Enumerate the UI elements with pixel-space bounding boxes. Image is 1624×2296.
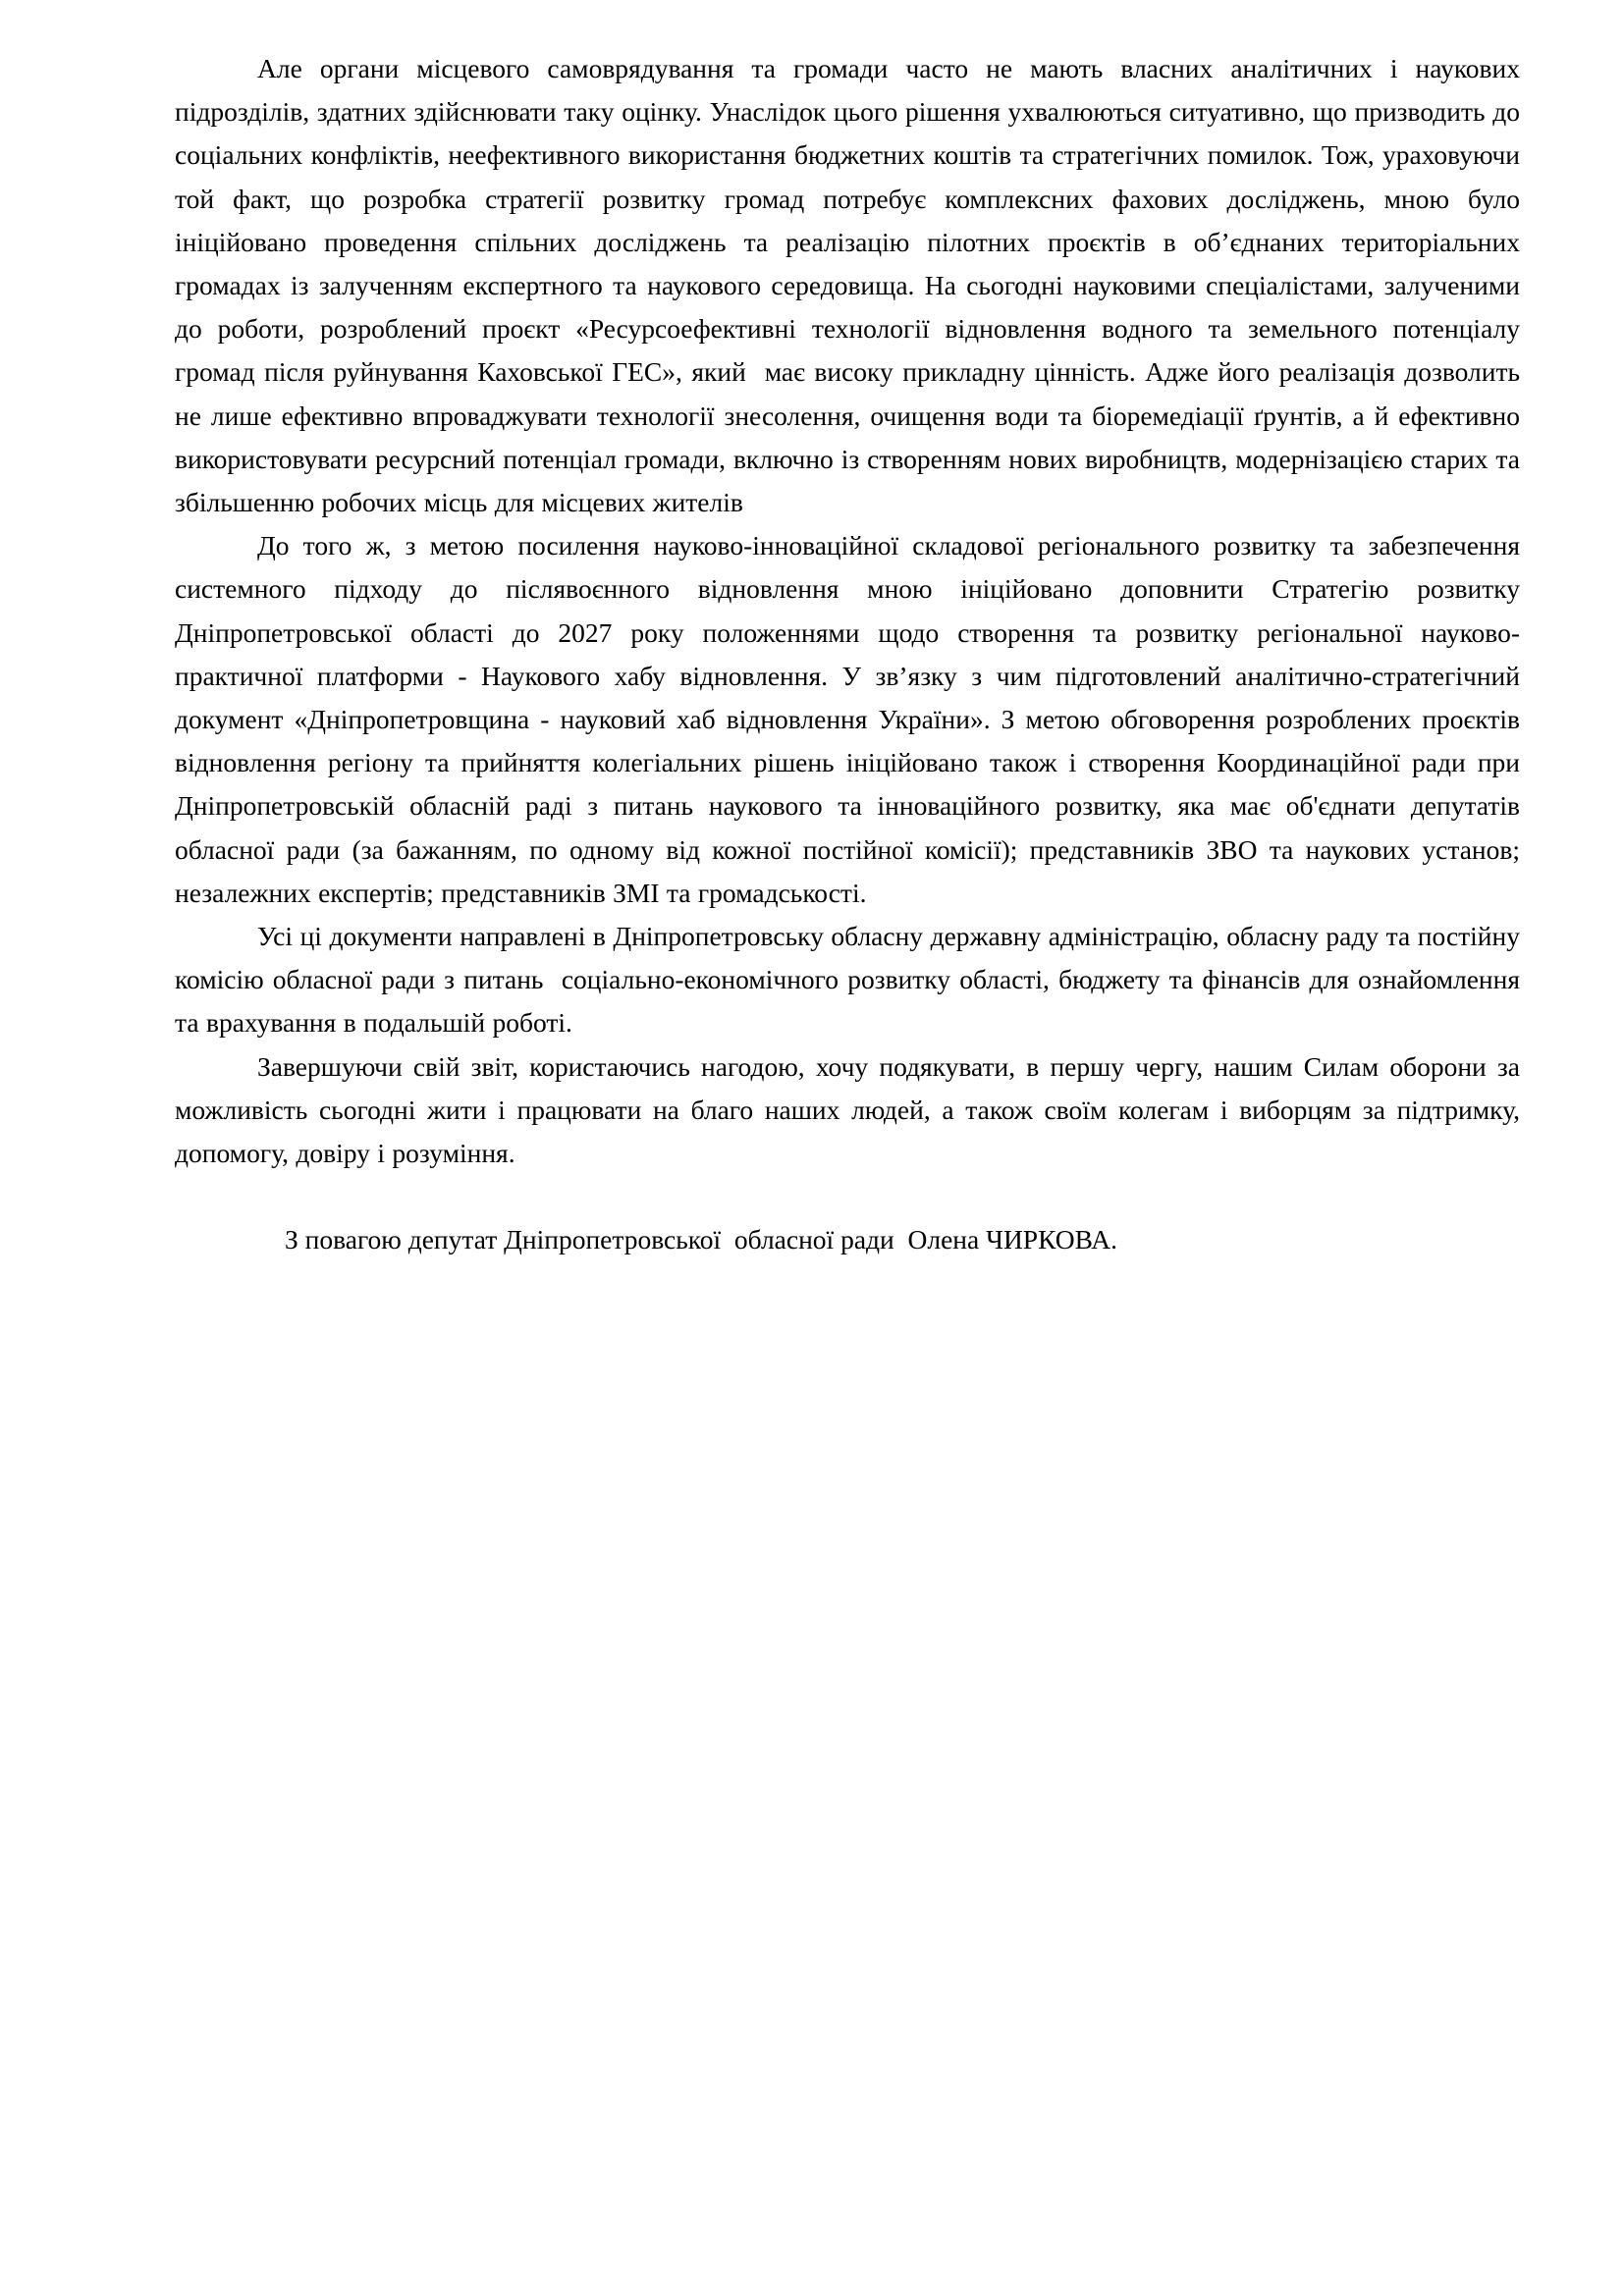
blank-line-spacer (175, 1175, 1520, 1218)
paragraph-1: Але органи місцевого самоврядування та громади часто не мають власних аналітичних і наукових підрозділів, здатних здійснювати таку оцінку. Унаслідок цього рішення ухвалюються ситуативно, що призводить до соціальних конфліктів, неефективного використання бюджетних коштів та стратегічних помилок. Тож, ураховуючи той факт, що розробка стратегії розвитку громад потребує комплексних фахових досліджень, мною було ініційовано проведення спільних досліджень та реалізацію пілотних проєктів в об’єднаних територіальних громадах із залученням експертного та наукового середовища. На сьогодні науковими спеціалістами, залученими до роботи, розроблений проєкт «Ресурсоефективні технології відновлення водного та земельного потенціалу громад після руйнування Каховської ГЕС», який має високу прикладну цінність. Адже його реалізація дозволить не лише ефективно впроваджувати технології знесолення, очищення води та біоремедіації ґрунтів, а й ефективно використовувати ресурсний потенціал громади, включно із створенням нових виробництв, модернізацією старих та збільшенню робочих місць для місцевих жителів (175, 53, 1528, 518)
signature-line: З повагою депутат Дніпропетровської обласної ради Олена ЧИРКОВА. (285, 1224, 1117, 1255)
paragraph-4: Завершуючи свій звіт, користаючись нагодою, хочу подякувати, в першу чергу, нашим Силам оборони за можливість сьогодні жити і працювати на благо наших людей, а також своїм колегам і виборцям за підтримку, допомогу, довіру і розуміння. (175, 1050, 1528, 1169)
paragraph-3: Усі ці документи направлені в Дніпропетровську обласну державну адміністрацію, обласну раду та постійну комісію обласної ради з питань соціально-економічного розвитку області, бюджету та фінансів для ознайомлення та врахування в подальшій роботі. (175, 921, 1528, 1039)
paragraph-2: До того ж, з метою посилення науково-інноваційної складової регіонального розвитку та забезпечення системного підходу до післявоєнного відновлення мною ініційовано доповнити Стратегію розвитку Дніпропетровської області до 2027 року положеннями щодо створення та розвитку регіональної науково-практичної платформи - Наукового хабу відновлення. У зв’язку з чим підготовлений аналітично-стратегічний документ «Дніпропетровщина - науковий хаб відновлення України». З метою обговорення розроблених проєктів відновлення регіону та прийняття колегіальних рішень ініційовано також і створення Координаційної ради при Дніпропетровській обласній раді з питань наукового та інноваційного розвитку, яка має об'єднати депутатів обласної ради (за бажанням, по одному від кожної постійної комісії); представників ЗВО та наукових установ; незалежних експертів; представників ЗМІ та громадськості. (175, 530, 1528, 908)
document-text-body (175, 47, 1528, 1262)
